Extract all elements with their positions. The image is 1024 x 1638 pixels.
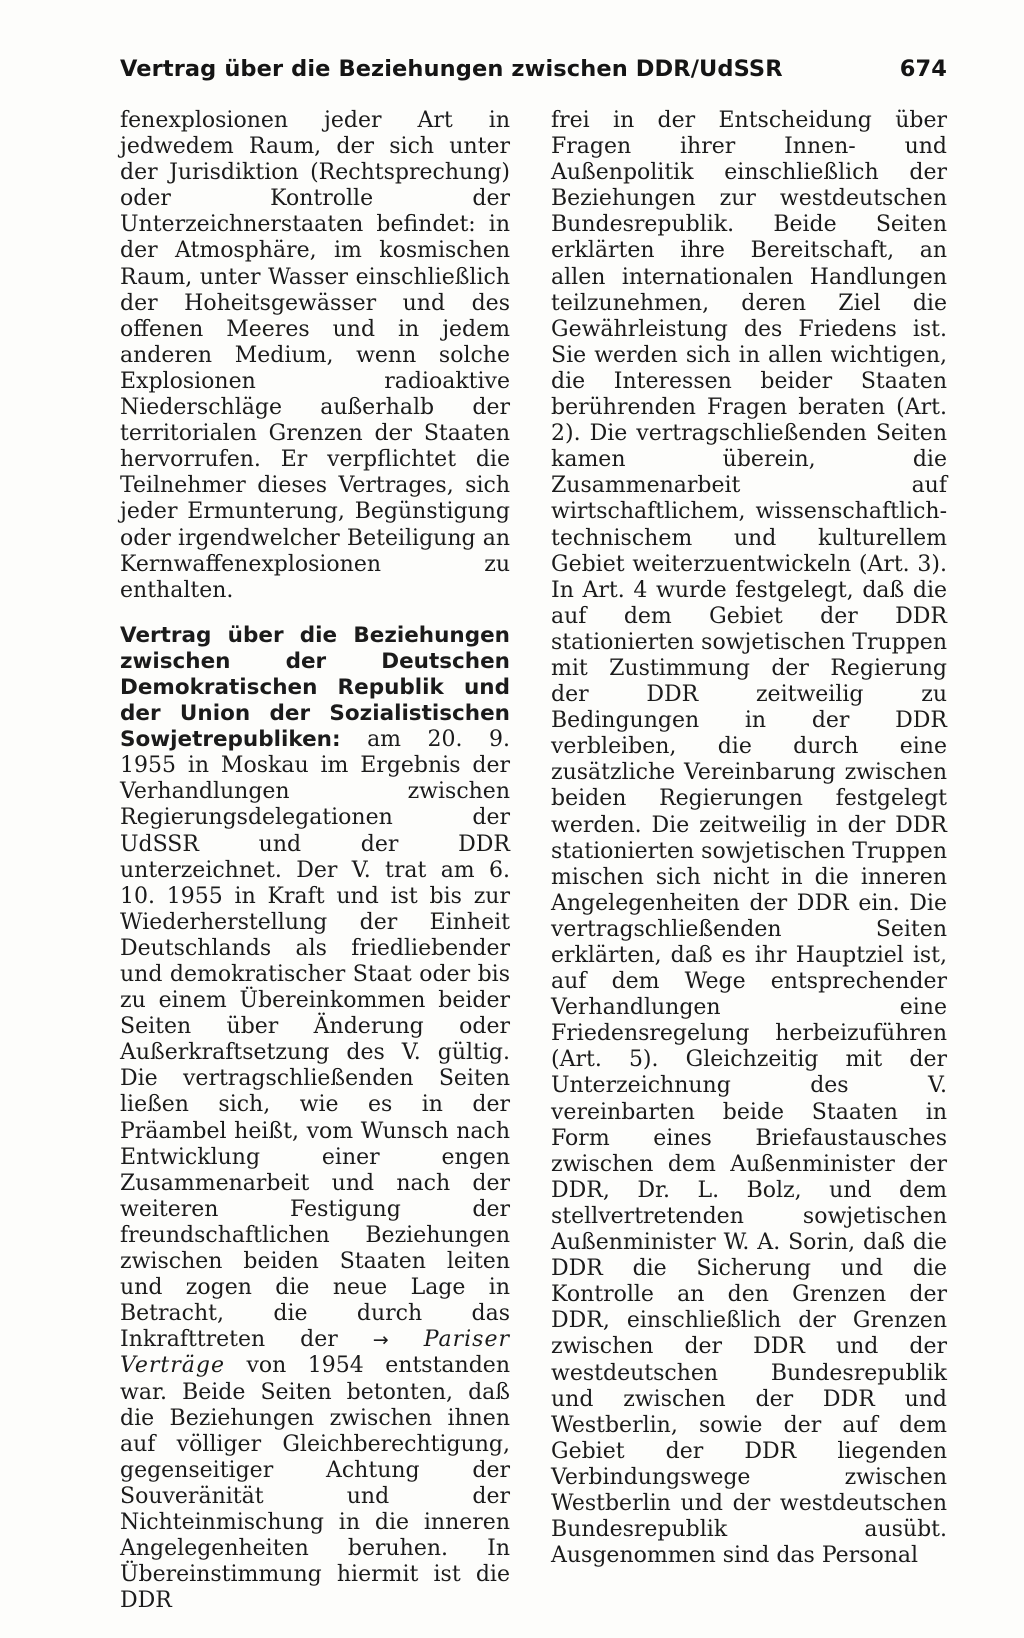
entry-continued-paragraph: frei in der Entscheidung über Fragen ihrer Innen- und Außenpolitik einschließlich der Beziehungen zur westdeutschen Bundesrepublik. Beide Seiten erklärten ihre Bereitschaft, an allen internationalen Handlungen teilzunehmen, deren Ziel die Gewährleistung des Friedens ist. Sie werden sich in allen wichtigen, die Interessen beider Staaten berührenden Fragen beraten (Art. 2). Die vertragschließenden Seiten kamen überein, die Zusammenarbeit auf wirtschaftlichem, wissenschaftlich-technischem und kulturellem Gebiet weiterzuentwickeln (Art. 3). In Art. 4 wurde festgelegt, daß die auf dem Gebiet der DDR stationierten sowjetischen Truppen mit Zustimmung der Regierung der DDR zeitweilig zu Bedingungen in der DDR verbleiben, die durch eine zusätzliche Vereinbarung zwischen beiden Regierungen festgelegt werden. Die zeitweilig in der DDR stationierten sowjetischen Truppen mischen sich nicht in die inneren Angelegenheiten der DDR ein. Die vertragschließenden Seiten erklärten, daß es ihr Hauptziel ist, auf dem Wege entsprechender Verhandlungen eine Friedensregelung herbeizuführen (Art. 5). Gleichzeitig mit der Unterzeichnung des V. vereinbarten beide Staaten in Form eines Briefaustausches zwischen dem Außenminister der DDR, Dr. L. Bolz, und dem stellvertretenden sowjetischen Außenminister W. A. Sorin, daß die DDR die Sicherung und die Kontrolle an den Grenzen der DDR, einschließlich der Grenzen zwischen der DDR und der westdeutschen Bundesrepublik und zwischen der DDR und Westberlin, sowie der auf dem Gebiet der DDR liegenden Verbindungswege zwischen Westberlin und der westdeutschen Bundesrepublik ausübt. Ausgenommen sind das Personal xyxy=(551,108,947,1569)
cross-reference-term: Pariser Verträge xyxy=(120,1327,511,1379)
left-column xyxy=(120,108,510,1614)
entry-spacer xyxy=(120,604,510,623)
right-column xyxy=(551,108,947,1569)
running-head xyxy=(120,56,947,92)
dictionary-entry xyxy=(120,623,510,1615)
entry-text-part-2: von 1954 entstanden war. Beide Seiten betonten, daß die Beziehungen zwischen ihnen auf völliger Gleichberechtigung, gegenseitiger Achtung der Souveränität und der Nichteinmischung in die inneren Angelegenheiten beruhen. In Übereinstimmung hiermit ist die DDR xyxy=(120,1353,510,1614)
page-number: 674 xyxy=(899,56,947,82)
entry-continuation-paragraph: fenexplosionen jeder Art in jedwedem Raum, der sich unter der Jurisdiktion (Rechtsprechung) oder Kontrolle der Unterzeichnerstaaten befindet: in der Atmosphäre, im kosmischen Raum, unter Wasser einschließlich der Hoheitsgewässer und des offenen Meeres und in jedem anderen Medium, wenn solche Explosionen radioaktive Niederschläge außerhalb der territorialen Grenzen der Staaten hervorrufen. Er verpflichtet die Teilnehmer dieses Vertrages, sich jeder Ermunterung, Begünstigung oder irgendwelcher Beteiligung an Kernwaffenexplosionen zu enthalten. xyxy=(120,108,510,603)
cross-reference-arrow-icon: → xyxy=(372,1329,389,1352)
entry-headword: Vertrag über die Beziehungen zwischen der Deutschen Demokratischen Republik und der Union der Sozialistischen Sowjetrepubliken: xyxy=(120,622,510,753)
running-head-title: Vertrag über die Beziehungen zwischen DDR/UdSSR xyxy=(120,56,783,82)
entry-text-part-1: am 20. 9. 1955 in Moskau im Ergebnis der Verhandlungen zwischen Regierungsdelegationen der UdSSR und der DDR unterzeichnet. Der V. trat am 6. 10. 1955 in Kraft und ist bis zur Wiederherstellung der Einheit Deutschlands als friedliebender und demokratischer Staat oder bis zu einem Übereinkommen beider Seiten über Änderung oder Außerkraftsetzung des V. gültig. Die vertragschließenden Seiten ließen sich, wie es in der Präambel heißt, vom Wunsch nach Entwicklung einer engen Zusammenarbeit und nach der weiteren Festigung der freundschaftlichen Beziehungen zwischen beiden Staaten leiten und zogen die neue Lage in Betracht, die durch das Inkrafttreten der xyxy=(120,727,510,1353)
